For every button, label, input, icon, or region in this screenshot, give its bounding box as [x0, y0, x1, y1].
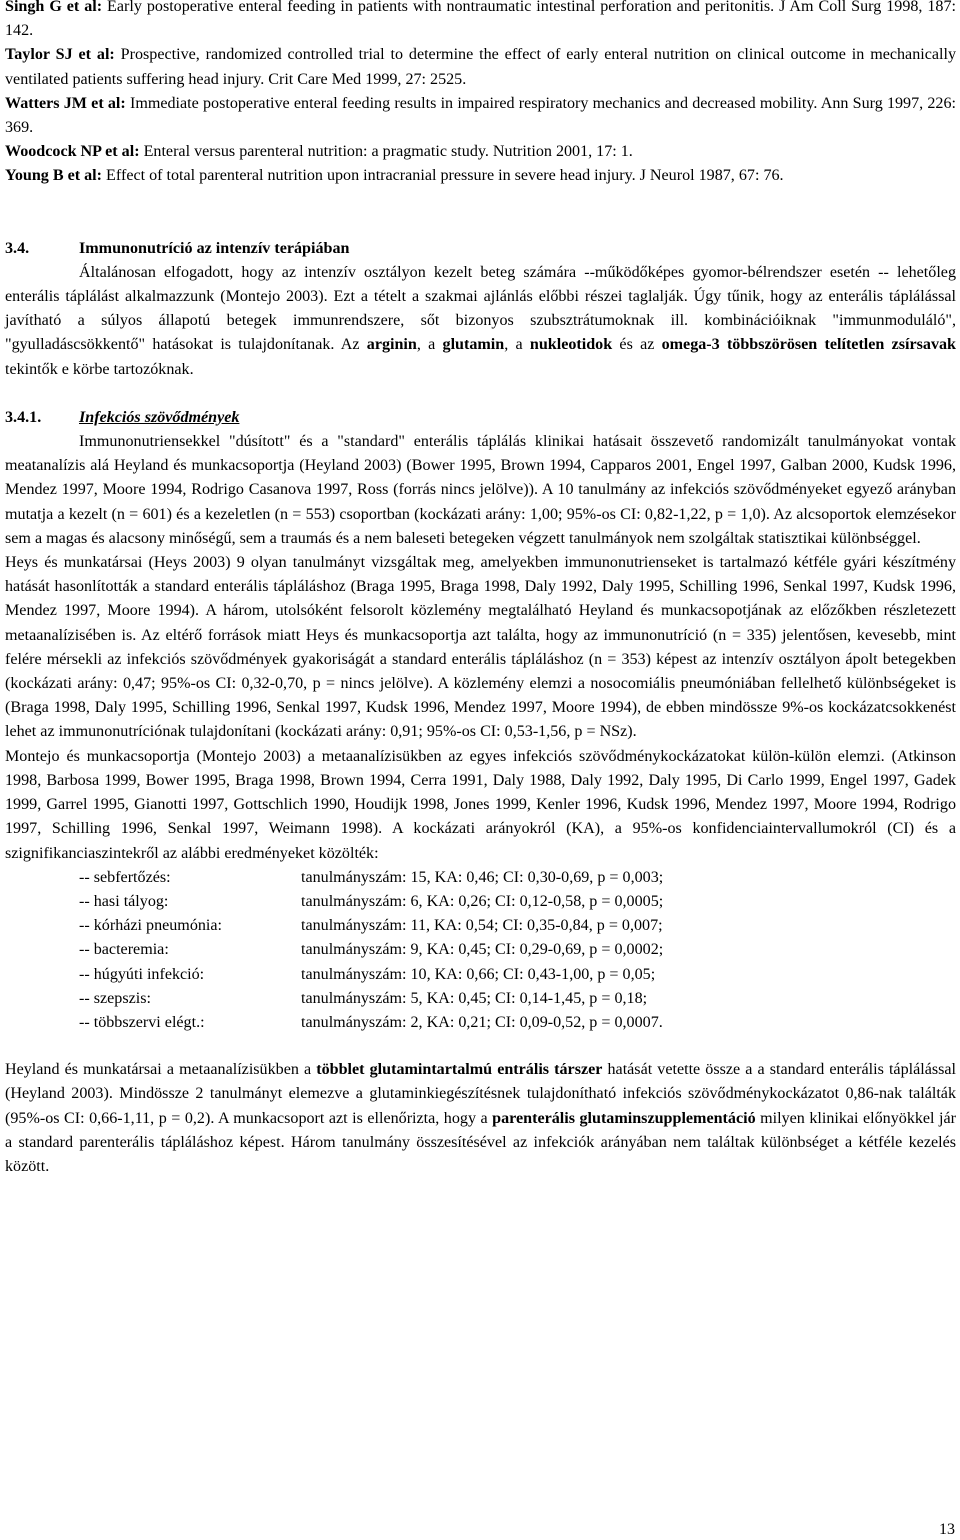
paragraph-text: milyen klinikai előnyökkel jár a standard parenterális tápláláshoz képest. Három tanulmány összesítésével az infekciók arányában nem találtak különbséget a kétféle kezelés között.	[5, 1109, 956, 1175]
list-item	[5, 866, 956, 890]
list-item-value: tanulmányszám: 9, KA: 0,45; CI: 0,29-0,69, p = 0,0002;	[301, 941, 664, 959]
list-item-value: tanulmányszám: 15, KA: 0,46; CI: 0,30-0,69, p = 0,003;	[301, 868, 664, 886]
paragraph-text: , a	[416, 336, 443, 354]
reference-authors: Singh G et al:	[5, 0, 103, 15]
emphasis-nukleotidok: nukleotidok	[529, 336, 613, 354]
list-item-label: -- sebfertőzés:	[79, 868, 171, 886]
paragraph-text: és az	[612, 336, 662, 354]
reference-text: Prospective, randomized controlled trial to determine the effect of early enteral nutrition on clinical outcome in mechanically ventilated patients suffering head injury. Crit Care Med 1999, 27: 2525.	[5, 46, 956, 88]
list-item-value: tanulmányszám: 2, KA: 0,21; CI: 0,09-0,52, p = 0,0007.	[301, 1013, 663, 1031]
list-item	[5, 987, 956, 1011]
emphasis-glutamine-formula: többlet glutamintartalmú entrális társzer	[316, 1061, 603, 1079]
list-item	[5, 938, 956, 962]
section-heading	[5, 237, 956, 261]
emphasis-glutamin: glutamin	[442, 336, 505, 354]
reference-text: Immediate postoperative enteral feeding results in impaired respiratory mechanics and decreased mobility. Ann Surg 1997, 226: 369.	[5, 94, 956, 137]
paragraph-text: tekintők e körbe tartozóknak.	[5, 360, 194, 378]
paragraph-text: Heyland és munkatársai a metaanalízisükben a	[5, 1061, 317, 1079]
page-number: 13	[939, 1521, 955, 1538]
list-item	[5, 1011, 956, 1035]
list-item	[5, 963, 956, 987]
reference-authors: Young B et al:	[5, 167, 103, 185]
list-item-value: tanulmányszám: 11, KA: 0,54; CI: 0,35-0,84, p = 0,007;	[301, 917, 663, 935]
list-item-label: -- kórházi pneumónia:	[79, 917, 223, 935]
reference-authors: Watters JM et al:	[5, 94, 126, 112]
list-item-label: -- szepszis:	[79, 989, 151, 1007]
section-title: Immunonutríció az intenzív terápiában	[79, 239, 350, 257]
subsection-paragraph	[5, 1058, 956, 1179]
subsection-paragraph: Heys és munkatársai (Heys 2003) 9 olyan tanulmányt vizsgáltak meg, amelyekben immunonutrienseket is tartalmazó kétféle gyári készítmény hatását hasonlították a standard enterális tápláláshoz (Braga 1995, Braga 1998, Daly 1992, Daly 1995, Schilling 1996, Senkal 1997, Kudsk 1996, Mendez 1997, Moore 1994). A három, utolsóként felsorolt közlemény megtalálható Heyland és munkacsopotjának az előzőkben részletezett metaanalízisében is. Az eltérő források miatt Heys és munkacsoportja azt találta, hogy az immunonutríció (n = 335) jelentősen, kevesebb, mint felére mérsekli az infekciós szövődmények gyakoriságát a standard enterális tápláláshoz (n = 353) képest az intenzív osztályon ápolt betegekben (kockázati arány: 0,47; 95%-os CI: 0,32-0,70, p = nincs jelölve). A közlemény elemzi a nosocomiális pneumóniában fellelhető különbségeket is (Braga 1998, Daly 1995, Schilling 1996, Senkal 1997, Kudsk 1996, Mendez 1997, Moore 1994), de ebben mindössze 9%-os kockázatcsokkenést lehet az immunonutríciónak tulajdonítani (kockázati arány: 0,91; 95%-os CI: 0,53-1,56, p = NSz).	[5, 554, 956, 741]
emphasis-parenteral-glutamine: parenterális glutaminszupplementáció	[492, 1109, 756, 1127]
subsection-title: Infekciós szövődmények	[79, 408, 240, 426]
reference-text: Early postoperative enteral feeding in patients with nontraumatic intestinal perforation and peritonitis. J Am Coll Surg 1998, 187: 142.	[5, 0, 956, 40]
paragraph-text: Általánosan elfogadott, hogy az intenzív osztályon kezelt beteg számára --működőképes gyomor-bélrendszer esetén -- lehetőleg enterális táplálást alkalmazzunk (Montejo 2003). Ezt a tételt a szakmai ajlánlás előbbi részei taglalják. Úgy tűnik, hogy az enterális táplálással javítható a súlyos állapotú betegek immunrendszere, sőt bizonyos szubsztrátumoknak ill. kombinációiknak "immunmoduláló", "gyulladáscsökkentő" hatásokat is tulajdonítanak. Az	[5, 263, 956, 354]
paragraph-text: , a	[504, 336, 530, 354]
emphasis-arginin: arginin	[366, 336, 417, 354]
list-item	[5, 890, 956, 914]
list-item-label: -- többszervi elégt.:	[79, 1013, 205, 1031]
reference-authors: Woodcock NP et al:	[5, 143, 140, 161]
section-paragraph	[5, 261, 956, 382]
document-page	[5, 0, 956, 1179]
subsection-paragraph: Immunonutriensekkel "dúsított" és a "standard" enterális táplálás klinikai hatásait összevető randomizált tanulmányokat vontak meatanalízis alá Heyland és munkacsoportja (Heyland 2003) (Bower 1995, Brown 1994, Capparos 2001, Engel 1997, Galban 2000, Kudsk 1996, Mendez 1997, Moore 1994, Rodrigo Casanova 1997, Ross (forrás nincs jelölve)). A 10 tanulmány az infekciós szövődményeket egyező arányban mutatja a kezelt (n = 601) és a kezeletlen (n = 553) csoportban (kockázati arány: 1,00; 95%-os CI: 0,82-1,22, p = 1,0). Az alcsoportok elemzésekor sem a magas és alacsony minőségű, sem a traumás és a nem baleseti betegeken végzett tanulmányok nem szolgáltak statisztikai különbséggel.	[5, 433, 956, 547]
list-item-label: -- húgyúti infekció:	[79, 965, 205, 983]
subsection-paragraph: Montejo és munkacsoportja (Montejo 2003) a metaanalízisükben az egyes infekciós szövődménykockázatokat külön-külön elemzi. (Atkinson 1998, Barbosa 1999, Bower 1995, Braga 1998, Brown 1994, Cerra 1991, Daly 1988, Daly 1992, Daly 1995, Di Carlo 1999, Engel 1997, Gadek 1999, Garrel 1995, Gianotti 1997, Gottschlich 1990, Houdijk 1998, Jones 1999, Kenler 1996, Kudsk 1996, Mendez 1997, Moore 1994, Rodrigo 1997, Schilling 1996, Senkal 1997, Weimann 1998). A kockázati arányokról (KA), a 95%-os konfidenciaintervallumokról (CI) és a szignifikanciaszintekről az alábbi eredményeket közölték:	[5, 747, 956, 862]
list-item	[5, 914, 956, 938]
reference-list	[5, 0, 956, 189]
reference-item	[5, 0, 956, 43]
section-number: 3.4.	[5, 239, 30, 257]
subsection-number: 3.4.1.	[5, 408, 42, 426]
paragraph-text: hatását vetette össze a a standard enterális táplálással (Heyland 2003). Mindössze 2 tanulmányt elemezve a glutaminkiegészítésnek tulajdonítható infekciós szövődménykockázatot 0,86-nak találták (95%-os CI: 0,66-1,11, p = 0,2). A munkacsoport azt is ellenőrizta, hogy a	[5, 1061, 956, 1127]
list-item-label: -- bacteremia:	[79, 941, 169, 959]
reference-item	[5, 164, 956, 188]
results-list	[5, 866, 956, 1035]
list-item-value: tanulmányszám: 6, KA: 0,26; CI: 0,12-0,58, p = 0,0005;	[301, 892, 664, 910]
reference-item	[5, 92, 956, 140]
reference-authors: Taylor SJ et al:	[5, 46, 115, 64]
reference-text: Effect of total parenteral nutrition upon intracranial pressure in severe head injury. J Neurol 1987, 67: 76.	[102, 167, 784, 185]
list-item-value: tanulmányszám: 10, KA: 0,66; CI: 0,43-1,00, p = 0,05;	[301, 965, 656, 983]
subsection-heading	[5, 406, 956, 430]
list-item-label: -- hasi tályog:	[79, 892, 169, 910]
reference-text: Enteral versus parenteral nutrition: a pragmatic study. Nutrition 2001, 17: 1.	[139, 143, 633, 161]
reference-item	[5, 140, 956, 164]
emphasis-omega3: omega-3 többszörösen telítetlen zsírsavak	[661, 336, 956, 354]
reference-item	[5, 43, 956, 91]
list-item-value: tanulmányszám: 5, KA: 0,45; CI: 0,14-1,45, p = 0,18;	[301, 989, 648, 1007]
